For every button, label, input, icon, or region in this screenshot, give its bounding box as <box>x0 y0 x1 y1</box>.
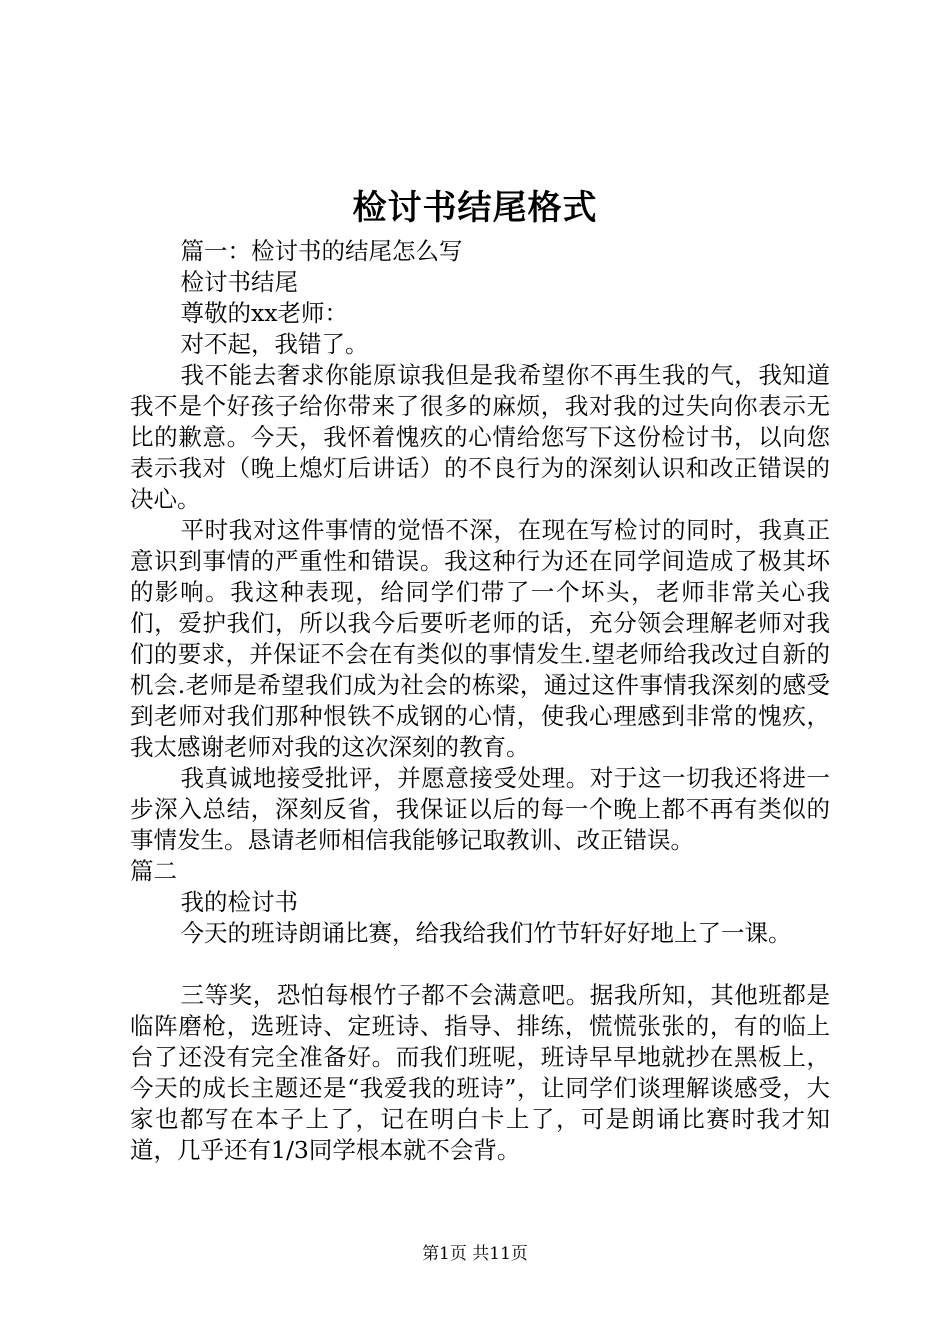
paragraph-3: 我真诚地接受批评，并愿意接受处理。对于这一切我还将进一步深入总结，深刻反省，我保证以后的每一个晚上都不再有类似的事情发生。恳请老师相信我能够记取教训、改正错误。 <box>130 764 830 854</box>
letter-subtitle: 检讨书结尾 <box>180 268 299 296</box>
paragraph-4: 三等奖，恐怕每根竹子都不会满意吧。据我所知，其他班都是临阵磨枪，选班诗、定班诗、指导、排练，慌慌张张的，有的临上台了还没有完全准备好。而我们班呢，班诗早早地就抄在黑板上，今天的成长主题还是“我爱我的班诗”，让同学们谈理解谈感受，大家也都写在本子上了，记在明白卡上了，可是朗诵比赛时我才知道，几乎还有1/3同学根本就不会背。 <box>130 981 830 1164</box>
salutation: 尊敬的xx老师： <box>180 299 349 327</box>
paragraph-1: 我不能去奢求你能原谅我但是我希望你不再生我的气，我知道我不是个好孩子给你带来了很多的麻烦，我对我的过失向你表示无比的歉意。今天，我怀着愧疚的心情给您写下这份检讨书，以向您表示我对（晚上熄灯后讲话）的不良行为的深刻认识和改正错误的决心。 <box>130 361 830 513</box>
apology-line: 对不起，我错了。 <box>180 330 369 358</box>
section1-heading: 篇一：检讨书的结尾怎么写 <box>180 237 463 265</box>
paragraph-2: 平时我对这件事情的觉悟不深，在现在写检讨的同时，我真正意识到事情的严重性和错误。我这种行为还在同学间造成了极其坏的影响。我这种表现，给同学们带了一个坏头，老师非常关心我们，爱护我们，所以我今后要听老师的话，充分领会理解老师对我们的要求，并保证不会在有类似的事情发生.望老师给我改过自新的机会.老师是希望我们成为社会的栋梁，通过这件事情我深刻的感受到老师对我们那种恨铁不成钢的心情，使我心理感到非常的愧疚，我太感谢老师对我的这次深刻的教育。 <box>130 516 830 761</box>
document-body <box>130 236 830 1166</box>
document-title: 检讨书结尾格式 <box>352 188 598 228</box>
section2-heading: 篇二 <box>130 857 177 885</box>
blank-line <box>130 949 830 980</box>
section2-subtitle: 我的检讨书 <box>180 888 299 916</box>
page-footer: 第1页 共11页 <box>422 1244 528 1264</box>
section2-intro: 今天的班诗朗诵比赛，给我给我们竹节轩好好地上了一课。 <box>180 919 792 947</box>
